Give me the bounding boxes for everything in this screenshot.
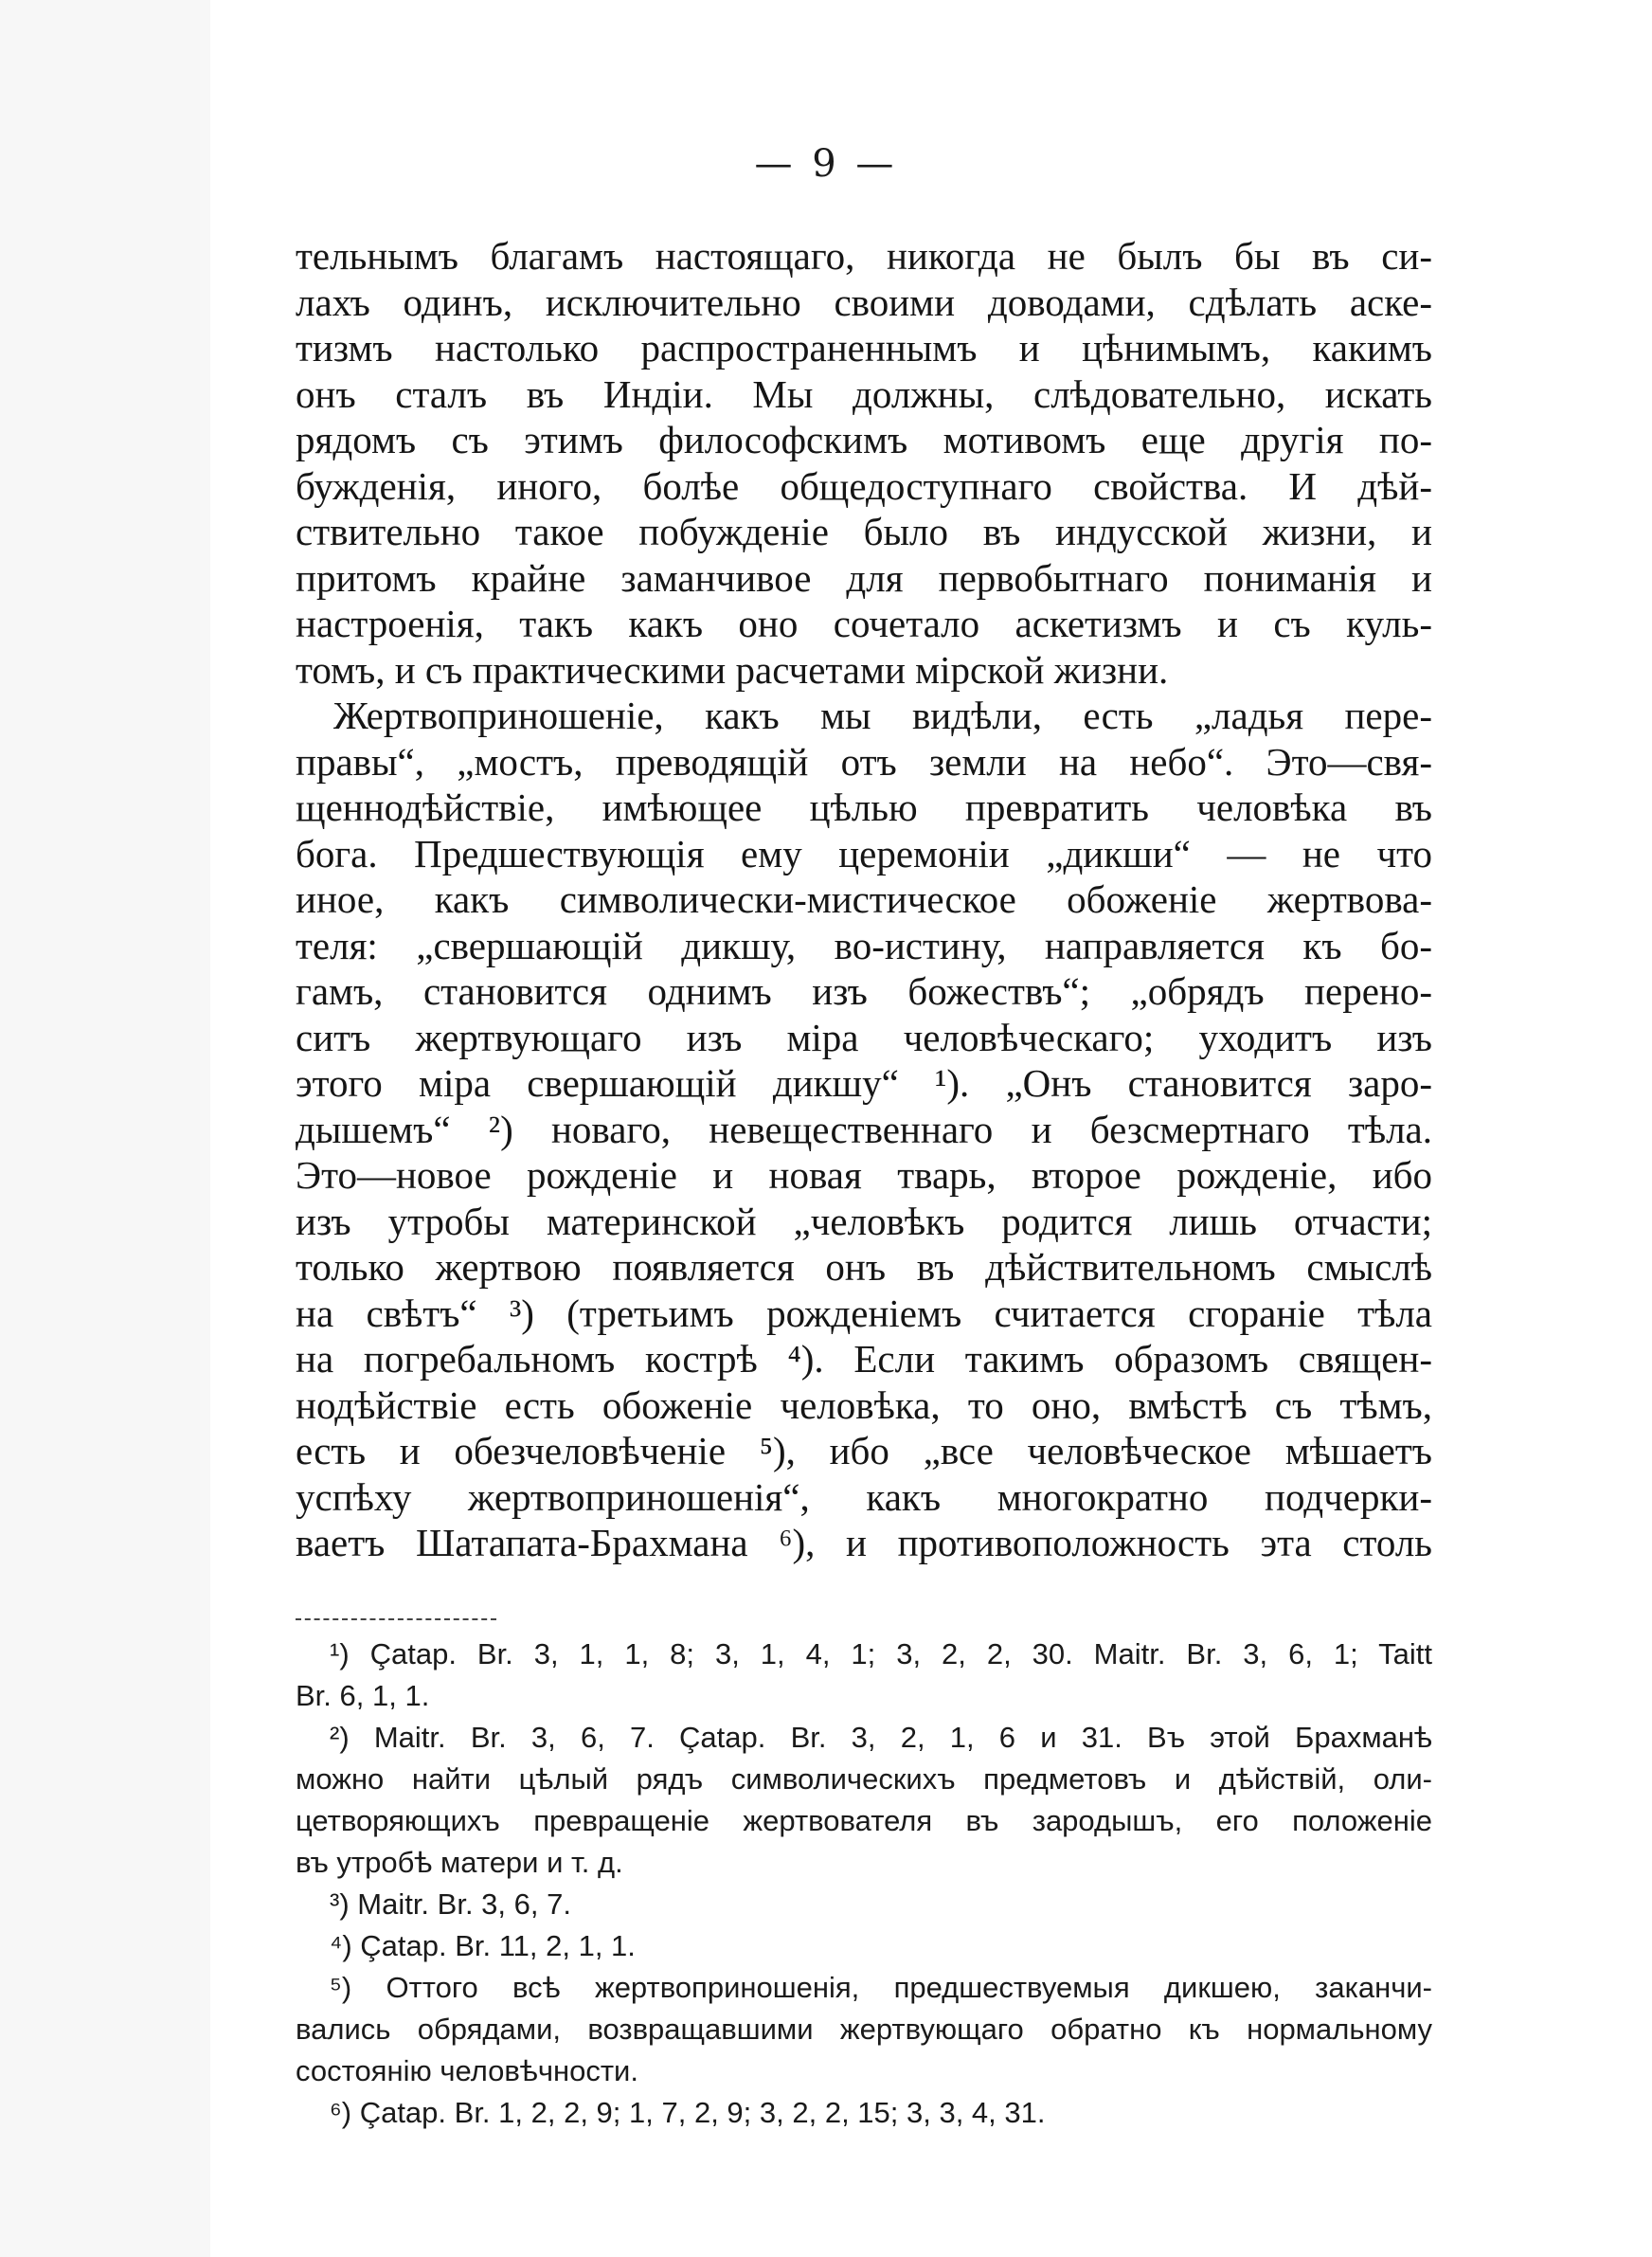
text-line: есть и обезчеловѣченіе ⁵), ибо „все человѣческое мѣшаетъ xyxy=(296,1429,1432,1472)
scan-margin-shade xyxy=(0,0,210,2257)
text-line: нодѣйствіе есть обоженіе человѣка, то оно, вмѣстѣ съ тѣмъ, xyxy=(296,1382,1432,1427)
footnote-line: можно найти цѣлый рядъ символическихъ предметовъ и дѣйствій, оли- xyxy=(296,1762,1432,1796)
footnote-separator xyxy=(296,1618,496,1620)
footnote-line: ⁵) Оттого всѣ жертвоприношенія, предшествуемыя дикшею, заканчи- xyxy=(330,1971,1432,2004)
text-line: этого міра свершающій дикшу“ ¹). „Онъ становится заро- xyxy=(296,1061,1432,1105)
footnote-line: Br. 6, 1, 1. xyxy=(296,1679,430,1712)
footnote-line: ³) Maitr. Br. 3, 6, 7. xyxy=(330,1887,571,1921)
text-line: настроенія, такъ какъ оно сочетало аскетизмъ и съ куль- xyxy=(296,602,1432,645)
text-line: ситъ жертвующаго изъ міра человѣческаго; уходитъ изъ xyxy=(296,1015,1432,1059)
text-line: тельнымъ благамъ настоящаго, никогда не былъ бы въ си- xyxy=(296,234,1432,278)
footnote-line: ⁶) Çatap. Br. 1, 2, 2, 9; 1, 7, 2, 9; 3, 2, 2, 15; 3, 3, 4, 31. xyxy=(330,2096,1046,2129)
footnote-line: вались обрядами, возвращавшими жертвующаго обратно къ нормальному xyxy=(296,2013,1432,2046)
text-line: бога. Предшествующія ему церемоніи „дикши“ — не что xyxy=(296,831,1432,876)
text-line: Это—новое рожденіе и новая тварь, второе рожденіе, ибо xyxy=(296,1153,1432,1197)
text-line: рядомъ съ этимъ философскимъ мотивомъ еще другія по- xyxy=(296,418,1432,461)
text-line: лахъ одинъ, исключительно своими доводами, сдѣлать аске- xyxy=(296,280,1432,324)
text-line: щеннодѣйствіе, имѣющее цѣлью превратить человѣка въ xyxy=(296,785,1432,829)
text-line: онъ сталъ въ Индіи. Мы должны, слѣдовательно, искать xyxy=(296,371,1432,416)
text-line: притомъ крайне заманчивое для первобытнаго пониманія и xyxy=(296,555,1432,600)
text-line: тизмъ настолько распространеннымъ и цѣнимымъ, какимъ xyxy=(296,326,1432,370)
footnote-line: состоянію человѣчности. xyxy=(296,2054,638,2087)
text-line: теля: „свершающій дикшу, во-истину, направляется къ бо- xyxy=(296,923,1432,967)
footnote-line: ²) Maitr. Br. 3, 6, 7. Çatap. Br. 3, 2, 1, 6 и 31. Въ этой Брахманѣ xyxy=(330,1721,1432,1754)
footnotes xyxy=(296,1634,1432,2134)
page-number: — 9 — xyxy=(754,142,898,186)
text-line: бужденія, иного, болѣе общедоступнаго свойства. И дѣй- xyxy=(296,463,1432,508)
main-text xyxy=(296,233,1432,1566)
text-line: гамъ, становится однимъ изъ божествъ“; „обрядъ перено- xyxy=(296,969,1432,1013)
text-line: правы“, „мостъ, преводящій отъ земли на небо“. Это—свя- xyxy=(296,739,1432,784)
footnote-line: цетворяющихъ превращеніе жертвователя въ зародышъ, его положеніе xyxy=(296,1804,1432,1837)
footnote-line: ¹) Çatap. Br. 3, 1, 1, 8; 3, 1, 4, 1; 3, 2, 2, 30. Maitr. Br. 3, 6, 1; Taitt xyxy=(330,1637,1432,1670)
text-line: Жертвоприношеніе, какъ мы видѣли, есть „ладья пере- xyxy=(333,694,1432,737)
footnote-line: въ утробѣ матери и т. д. xyxy=(296,1846,623,1879)
text-line: только жертвою появляется онъ въ дѣйствительномъ смыслѣ xyxy=(296,1245,1432,1289)
text-line: ствительно такое побужденіе было въ индусской жизни, и xyxy=(296,510,1432,553)
text-line: успѣху жертвоприношенія“, какъ многократно подчерки- xyxy=(296,1474,1432,1519)
footnote-line: ⁴) Çatap. Br. 11, 2, 1, 1. xyxy=(330,1929,636,1962)
text-line: иное, какъ символически-мистическое обоженіе жертвова- xyxy=(296,877,1432,921)
text-line: дышемъ“ ²) новаго, невещественнаго и безсмертнаго тѣла. xyxy=(296,1107,1432,1151)
text-line: томъ, и съ практическими расчетами мірской жизни. xyxy=(296,647,1169,692)
text-line: на погребальномъ кострѣ ⁴). Если такимъ образомъ священ- xyxy=(296,1337,1432,1381)
text-line: ваетъ Шатапата-Брахмана ⁶), и противоположность эта столь xyxy=(296,1521,1432,1564)
text-line: на свѣтъ“ ³) (третьимъ рожденіемъ считается сгораніе тѣла xyxy=(296,1291,1432,1335)
text-line: изъ утробы материнской „человѣкъ родится лишь отчасти; xyxy=(296,1199,1432,1243)
